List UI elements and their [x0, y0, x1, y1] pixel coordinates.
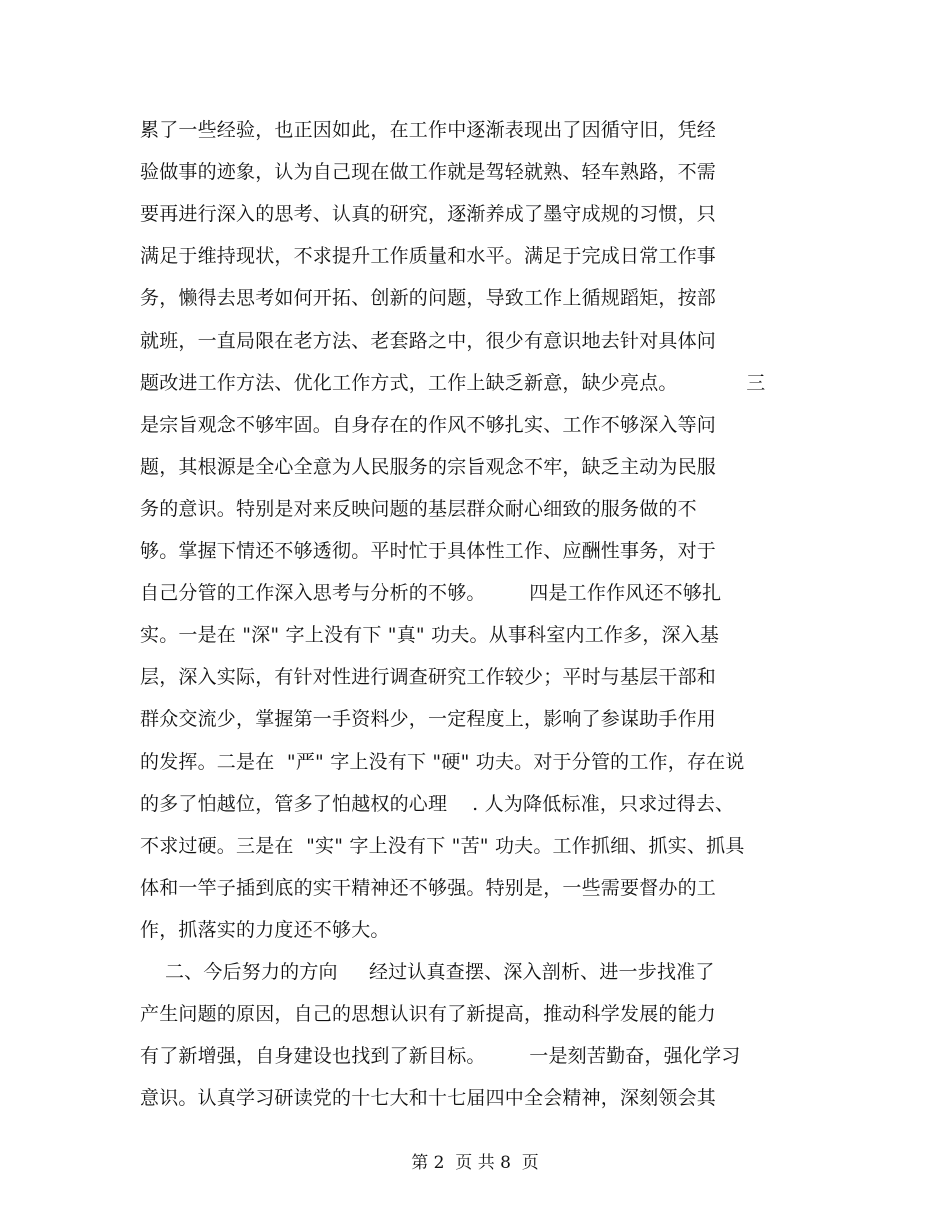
text-line: 要再进行深入的思考、认真的研究，逐渐养成了墨守成规的习惯，只 — [140, 203, 717, 226]
text-line: 就班，一直局限在老方法、老套路之中，很少有意识地去针对具体问 — [140, 329, 717, 352]
text-line: 验做事的迹象，认为自己现在做工作就是驾轻就熟、轻车熟路，不需 — [140, 161, 717, 184]
text-line: 群众交流少，掌握第一手资料少，一定程度上，影响了参谋助手作用 — [140, 708, 717, 731]
text-line: 作，抓落实的力度还不够大。 — [140, 918, 390, 941]
text-line: 是宗旨观念不够牢固。自身存在的作风不够扎实、工作不够深入等问 — [140, 413, 717, 436]
text-line: 务，懒得去思考如何开拓、创新的问题，导致工作上循规蹈矩，按部 — [140, 287, 717, 310]
text-line: 自己分管的工作深入思考与分析的不够。 四是工作作风还不够扎 — [140, 582, 722, 605]
text-line: 务的意识。特别是对来反映问题的基层群众耐心细致的服务做的不 — [140, 497, 697, 520]
text-line: 二、今后努力的方向 经过认真查摆、深入剖析、进一步找准了 — [140, 961, 715, 983]
text-line: 满足于维持现状，不求提升工作质量和水平。满足于完成日常工作事 — [140, 245, 717, 268]
text-line: 的多了怕越位，管多了怕越权的心理 . 人为降低标准，只求过得去、 — [140, 792, 735, 815]
text-line: 累了一些经验，也正因如此，在工作中逐渐表现出了因循守旧，凭经 — [140, 119, 717, 141]
text-line: 够。掌握下情还不够透彻。平时忙于具体性工作、应酬性事务，对于 — [140, 540, 717, 562]
text-line: 产生问题的原因，自己的思想认识有了新提高，推动科学发展的能力 — [140, 1003, 717, 1026]
text-line: 实。一是在 "深" 字上没有下 "真" 功夫。从事科室内工作多，深入基 — [140, 624, 720, 647]
text-line: 体和一竿子插到底的实干精神还不够强。特别是，一些需要督办的工 — [140, 876, 717, 899]
text-line: 有了新增强，自身建设也找到了新目标。 一是刻苦勤奋，强化学习 — [140, 1045, 741, 1068]
text-line: 意识。认真学习研读党的十七大和十七届四中全会精神，深刻领会其 — [140, 1087, 717, 1110]
page-footer: 第 2 页 共 8 页 — [411, 1153, 539, 1173]
text-line: 的发挥。二是在 "严" 字上没有下 "硬" 功夫。对于分管的工作，存在说 — [140, 750, 745, 773]
text-line: 不求过硬。三是在 "实" 字上没有下 "苦" 功夫。工作抓细、抓实、抓具 — [140, 834, 745, 857]
text-line: 层，深入实际，有针对性进行调查研究工作较少；平时与基层干部和 — [140, 666, 717, 689]
text-line: 题改进工作方法、优化工作方式，工作上缺乏新意，缺少亮点。 三 — [140, 371, 766, 394]
text-line: 题，其根源是全心全意为人民服务的宗旨观念不牢，缺乏主动为民服 — [140, 455, 717, 478]
